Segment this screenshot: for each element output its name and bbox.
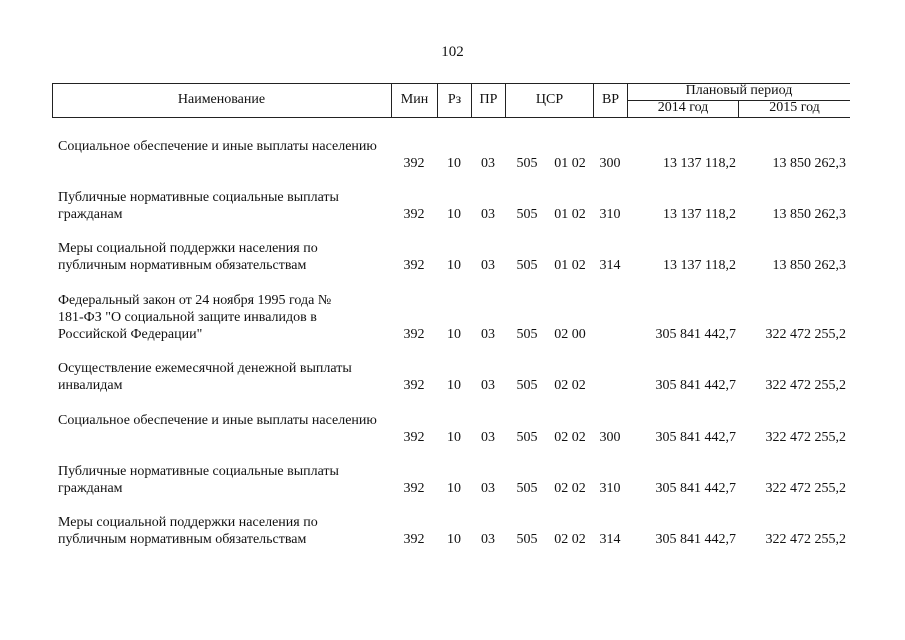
row-min: 392 [403, 156, 425, 171]
row-amount-2015: 13 850 262,3 [772, 207, 846, 222]
row-min: 392 [403, 378, 425, 393]
page-number: 102 [441, 44, 464, 60]
header-rz: Рз [447, 92, 462, 107]
row-amount-2014: 13 137 118,2 [663, 207, 736, 222]
header-vr: ВР [601, 92, 620, 107]
row-pr: 03 [481, 207, 495, 222]
row-amount-2015: 322 472 255,2 [765, 532, 846, 547]
row-rz: 10 [447, 378, 461, 393]
row-amount-2015: 322 472 255,2 [765, 378, 846, 393]
row-amount-2015: 322 472 255,2 [765, 481, 846, 496]
row-csr-part1: 505 [516, 327, 538, 342]
row-min: 392 [403, 532, 425, 547]
row-csr-part2: 01 02 [554, 156, 586, 171]
row-csr-part1: 505 [516, 532, 538, 547]
row-pr: 03 [481, 327, 495, 342]
row-name: Меры социальной поддержки населения по публичным нормативным обязательствам [58, 241, 318, 273]
row-csr-part2: 02 02 [554, 481, 586, 496]
row-amount-2014: 305 841 442,7 [655, 532, 736, 547]
row-csr-part1: 505 [516, 378, 538, 393]
row-min: 392 [403, 207, 425, 222]
row-csr-part2: 02 00 [554, 327, 586, 342]
row-vr: 300 [599, 430, 621, 445]
row-amount-2015: 13 850 262,3 [772, 258, 846, 273]
row-amount-2014: 305 841 442,7 [655, 327, 736, 342]
row-vr: 314 [599, 258, 621, 273]
header-year-2014: 2014 год [657, 100, 709, 115]
row-rz: 10 [447, 481, 461, 496]
row-pr: 03 [481, 481, 495, 496]
header-planned-period: Плановый период [685, 83, 793, 98]
row-pr: 03 [481, 532, 495, 547]
row-rz: 10 [447, 207, 461, 222]
row-csr-part1: 505 [516, 207, 538, 222]
row-pr: 03 [481, 430, 495, 445]
row-name: Осуществление ежемесячной денежной выплаты инвалидам [58, 361, 352, 393]
row-name: Публичные нормативные социальные выплаты гражданам [58, 190, 339, 222]
row-rz: 10 [447, 532, 461, 547]
row-pr: 03 [481, 378, 495, 393]
row-min: 392 [403, 327, 425, 342]
row-pr: 03 [481, 258, 495, 273]
row-rz: 10 [447, 430, 461, 445]
row-min: 392 [403, 258, 425, 273]
row-amount-2015: 322 472 255,2 [765, 430, 846, 445]
row-name: Меры социальной поддержки населения по публичным нормативным обязательствам [58, 515, 318, 547]
row-amount-2015: 13 850 262,3 [772, 156, 846, 171]
row-name: Публичные нормативные социальные выплаты гражданам [58, 464, 339, 496]
row-csr-part1: 505 [516, 156, 538, 171]
row-vr: 310 [599, 207, 621, 222]
row-csr-part2: 02 02 [554, 378, 586, 393]
header-min: Мин [400, 92, 429, 107]
row-vr: 300 [599, 156, 621, 171]
row-csr-part2: 02 02 [554, 430, 586, 445]
row-rz: 10 [447, 156, 461, 171]
row-pr: 03 [481, 156, 495, 171]
row-amount-2014: 305 841 442,7 [655, 430, 736, 445]
row-vr: 314 [599, 532, 621, 547]
header-year-2015: 2015 год [769, 100, 820, 115]
row-vr: 310 [599, 481, 621, 496]
row-name: Федеральный закон от 24 ноября 1995 года № 181-ФЗ "О социальной защите инвалидов в Российской Федерации" [58, 293, 332, 342]
row-csr-part1: 505 [516, 481, 538, 496]
header-bottom-border [52, 117, 850, 118]
row-name: Социальное обеспечение и иные выплаты населению [58, 139, 377, 154]
row-amount-2015: 322 472 255,2 [765, 327, 846, 342]
row-csr-part1: 505 [516, 430, 538, 445]
row-min: 392 [403, 430, 425, 445]
row-amount-2014: 305 841 442,7 [655, 481, 736, 496]
row-csr-part2: 01 02 [554, 258, 586, 273]
header-csr: ЦСР [535, 92, 564, 107]
row-csr-part1: 505 [516, 258, 538, 273]
row-csr-part2: 01 02 [554, 207, 586, 222]
header-name: Наименование [177, 92, 266, 107]
row-min: 392 [403, 481, 425, 496]
row-csr-part2: 02 02 [554, 532, 586, 547]
row-amount-2014: 13 137 118,2 [663, 258, 736, 273]
row-amount-2014: 305 841 442,7 [655, 378, 736, 393]
row-rz: 10 [447, 327, 461, 342]
row-name: Социальное обеспечение и иные выплаты населению [58, 413, 377, 428]
header-pr: ПР [479, 92, 498, 107]
row-rz: 10 [447, 258, 461, 273]
row-amount-2014: 13 137 118,2 [663, 156, 736, 171]
